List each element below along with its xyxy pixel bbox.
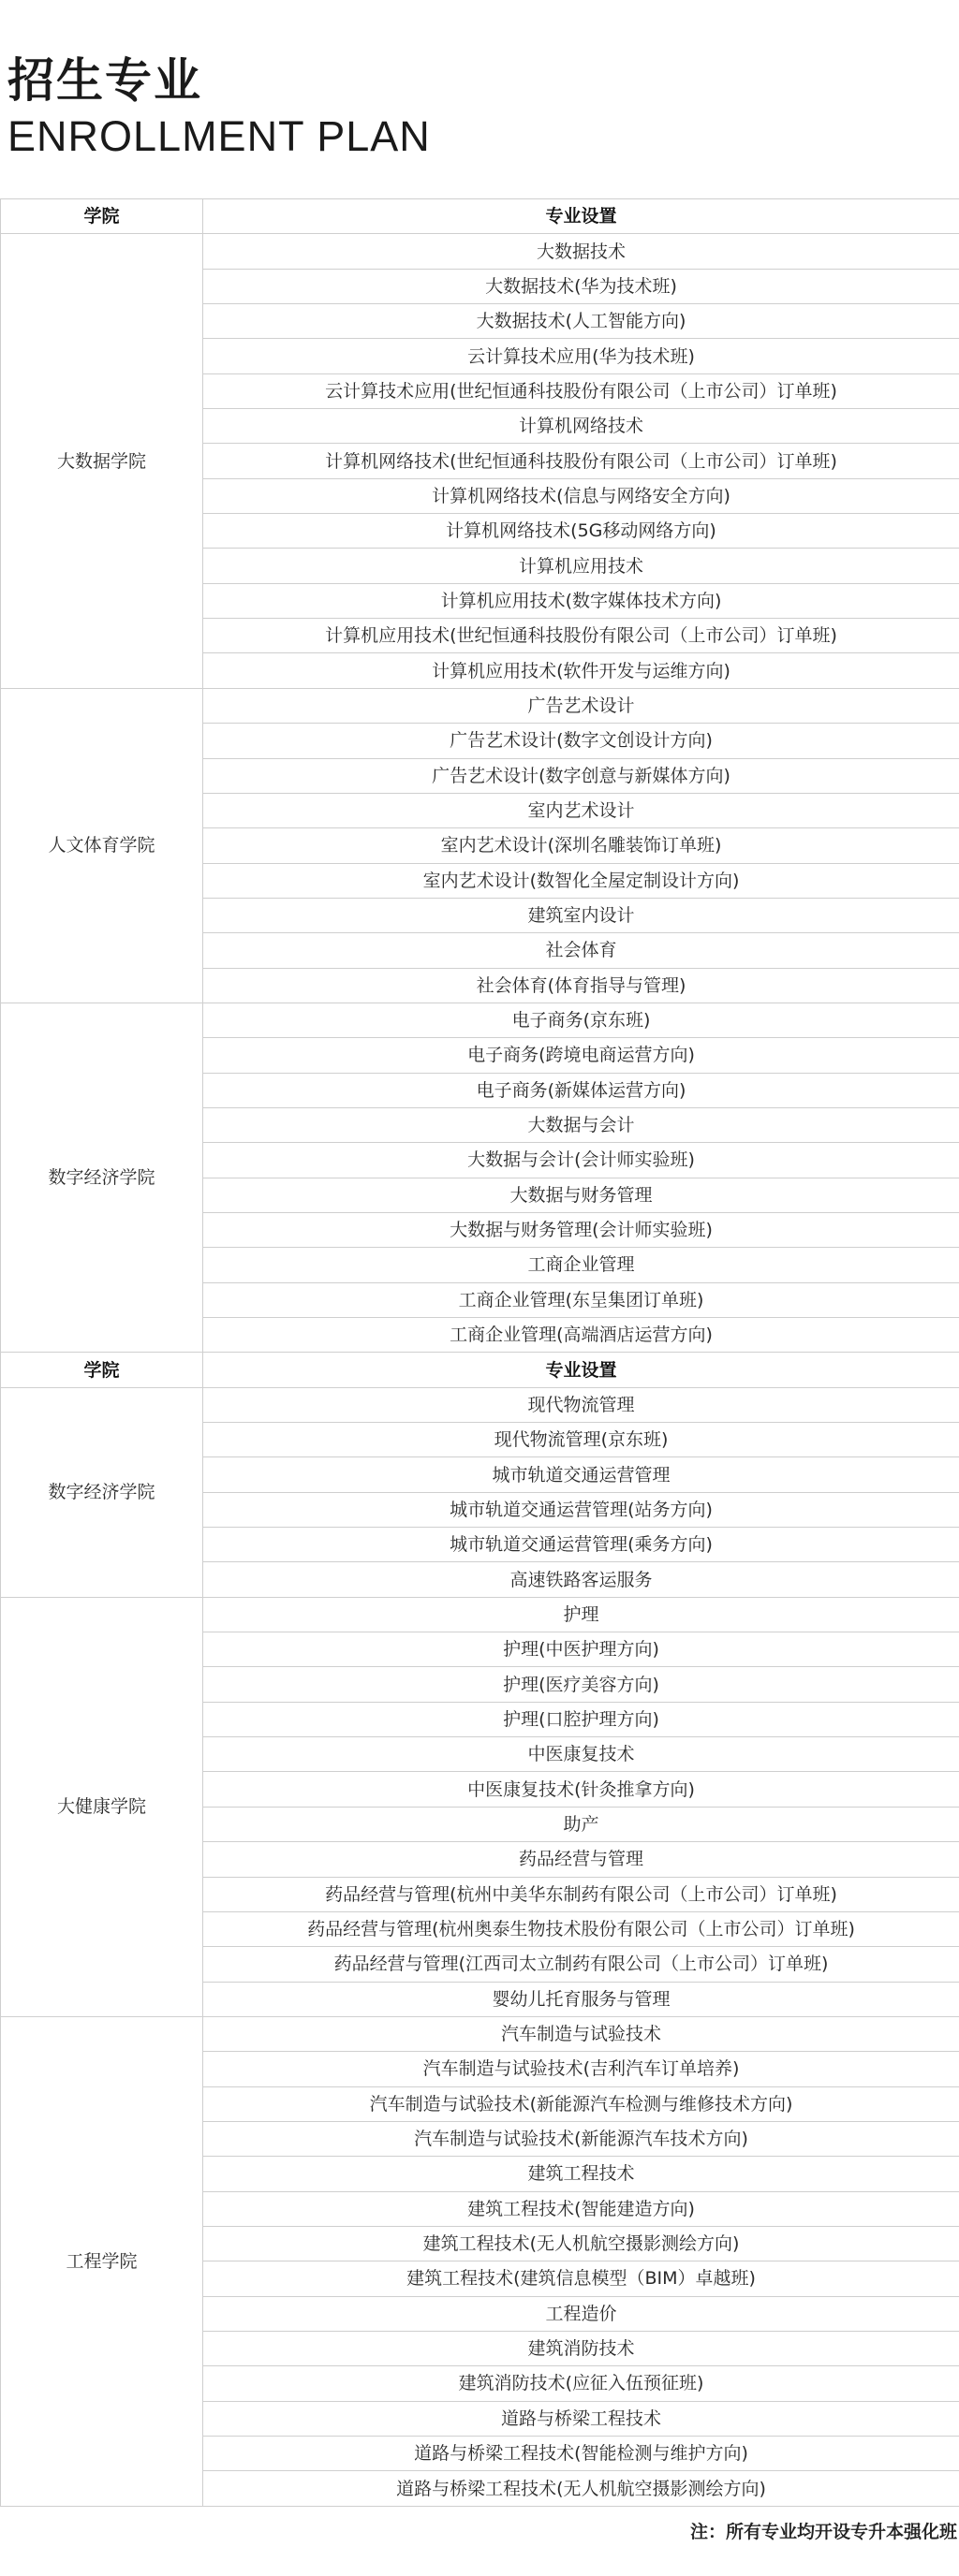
- page-title: 招生专业: [7, 53, 202, 108]
- major-cell: 建筑工程技术(智能建造方向): [203, 2191, 959, 2226]
- major-cell: 工商企业管理(东呈集团订单班): [203, 1282, 959, 1317]
- major-cell: 道路与桥梁工程技术(无人机航空摄影测绘方向): [203, 2471, 959, 2506]
- major-cell: 城市轨道交通运营管理: [203, 1457, 959, 1492]
- header-college: 学院: [1, 199, 203, 234]
- major-cell: 计算机应用技术(数字媒体技术方向): [203, 583, 959, 618]
- college-cell: 数字经济学院: [1, 1387, 203, 1597]
- major-cell: 婴幼儿托育服务与管理: [203, 1982, 959, 2016]
- major-cell: 计算机应用技术: [203, 549, 959, 583]
- major-cell: 药品经营与管理(江西司太立制药有限公司（上市公司）订单班): [203, 1947, 959, 1982]
- college-cell: 大数据学院: [1, 234, 203, 688]
- major-cell: 云计算技术应用(华为技术班): [203, 339, 959, 373]
- major-cell: 大数据与会计: [203, 1107, 959, 1142]
- major-cell: 药品经营与管理(杭州奥泰生物技术股份有限公司（上市公司）订单班): [203, 1911, 959, 1946]
- major-cell: 建筑室内设计: [203, 898, 959, 932]
- major-cell: 电子商务(新媒体运营方向): [203, 1073, 959, 1107]
- major-cell: 护理(口腔护理方向): [203, 1702, 959, 1736]
- major-cell: 建筑工程技术(建筑信息模型（BIM）卓越班): [203, 2261, 959, 2296]
- major-cell: 汽车制造与试验技术(吉利汽车订单培养): [203, 2052, 959, 2086]
- major-cell: 广告艺术设计: [203, 688, 959, 723]
- major-cell: 建筑工程技术(无人机航空摄影测绘方向): [203, 2226, 959, 2261]
- major-cell: 云计算技术应用(世纪恒通科技股份有限公司（上市公司）订单班): [203, 373, 959, 408]
- page-subtitle: ENROLLMENT PLAN: [7, 112, 431, 160]
- major-cell: 道路与桥梁工程技术: [203, 2401, 959, 2436]
- major-cell: 大数据技术: [203, 234, 959, 269]
- major-cell: 工商企业管理(高端酒店运营方向): [203, 1318, 959, 1353]
- table-header-row: [1, 199, 959, 234]
- major-cell: 大数据技术(人工智能方向): [203, 304, 959, 339]
- table-row: [1, 688, 959, 723]
- major-cell: 中医康复技术: [203, 1737, 959, 1772]
- major-cell: 广告艺术设计(数字创意与新媒体方向): [203, 758, 959, 793]
- major-cell: 中医康复技术(针灸推拿方向): [203, 1772, 959, 1807]
- major-cell: 药品经营与管理: [203, 1842, 959, 1877]
- major-cell: 大数据与会计(会计师实验班): [203, 1143, 959, 1178]
- header-major: 专业设置: [203, 1353, 959, 1387]
- major-cell: 计算机网络技术: [203, 409, 959, 444]
- major-cell: 城市轨道交通运营管理(乘务方向): [203, 1528, 959, 1562]
- major-cell: 广告艺术设计(数字文创设计方向): [203, 724, 959, 758]
- major-cell: 建筑消防技术: [203, 2331, 959, 2365]
- major-cell: 建筑消防技术(应征入伍预征班): [203, 2366, 959, 2401]
- major-cell: 大数据技术(华为技术班): [203, 269, 959, 303]
- major-cell: 建筑工程技术: [203, 2157, 959, 2191]
- major-cell: 社会体育(体育指导与管理): [203, 968, 959, 1003]
- table-row: [1, 2016, 959, 2051]
- major-cell: 护理(中医护理方向): [203, 1632, 959, 1667]
- major-cell: 高速铁路客运服务: [203, 1562, 959, 1597]
- major-cell: 室内艺术设计(深圳名雕装饰订单班): [203, 828, 959, 863]
- major-cell: 药品经营与管理(杭州中美华东制药有限公司（上市公司）订单班): [203, 1877, 959, 1911]
- table-row: [1, 1003, 959, 1037]
- college-cell: 工程学院: [1, 2016, 203, 2506]
- college-cell: 人文体育学院: [1, 688, 203, 1003]
- major-cell: 计算机应用技术(世纪恒通科技股份有限公司（上市公司）订单班): [203, 619, 959, 653]
- major-cell: 助产: [203, 1807, 959, 1841]
- major-cell: 计算机网络技术(世纪恒通科技股份有限公司（上市公司）订单班): [203, 444, 959, 478]
- major-cell: 汽车制造与试验技术(新能源汽车技术方向): [203, 2121, 959, 2156]
- major-cell: 电子商务(跨境电商运营方向): [203, 1038, 959, 1073]
- major-cell: 护理(医疗美容方向): [203, 1667, 959, 1702]
- major-cell: 工程造价: [203, 2296, 959, 2331]
- major-cell: 汽车制造与试验技术: [203, 2016, 959, 2051]
- major-cell: 护理: [203, 1597, 959, 1632]
- major-cell: 大数据与财务管理: [203, 1178, 959, 1212]
- major-cell: 计算机网络技术(信息与网络安全方向): [203, 478, 959, 513]
- major-cell: 电子商务(京东班): [203, 1003, 959, 1037]
- table-header-row: [1, 1353, 959, 1387]
- enrollment-table: [0, 198, 959, 2507]
- major-cell: 道路与桥梁工程技术(智能检测与维护方向): [203, 2437, 959, 2471]
- college-cell: 大健康学院: [1, 1597, 203, 2016]
- major-cell: 计算机应用技术(软件开发与运维方向): [203, 653, 959, 688]
- major-cell: 现代物流管理(京东班): [203, 1423, 959, 1457]
- table-row: [1, 234, 959, 269]
- college-cell: 数字经济学院: [1, 1003, 203, 1352]
- footnote: 注：所有专业均开设专升本强化班: [689, 2522, 957, 2542]
- major-cell: 现代物流管理: [203, 1387, 959, 1422]
- major-cell: 工商企业管理: [203, 1248, 959, 1282]
- table-row: [1, 1387, 959, 1422]
- major-cell: 计算机网络技术(5G移动网络方向): [203, 514, 959, 549]
- major-cell: 室内艺术设计(数智化全屋定制设计方向): [203, 863, 959, 898]
- major-cell: 社会体育: [203, 933, 959, 968]
- major-cell: 室内艺术设计: [203, 793, 959, 827]
- major-cell: 汽车制造与试验技术(新能源汽车检测与维修技术方向): [203, 2086, 959, 2121]
- header-major: 专业设置: [203, 199, 959, 234]
- major-cell: 大数据与财务管理(会计师实验班): [203, 1212, 959, 1247]
- header-college: 学院: [1, 1353, 203, 1387]
- table-row: [1, 1597, 959, 1632]
- major-cell: 城市轨道交通运营管理(站务方向): [203, 1492, 959, 1527]
- page-header: [7, 52, 431, 161]
